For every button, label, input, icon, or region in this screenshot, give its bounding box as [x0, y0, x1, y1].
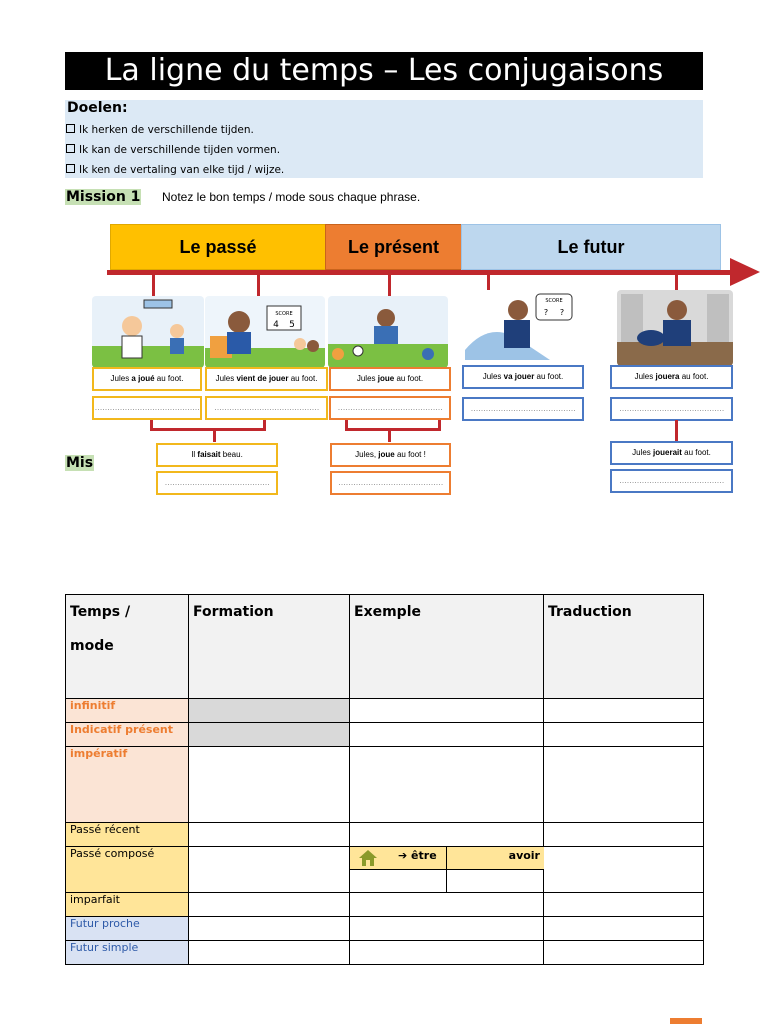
mission2-label: Mis: [66, 455, 94, 471]
house-icon: [358, 849, 378, 867]
row-label: impératif: [66, 747, 189, 823]
cell-formation: [189, 699, 350, 723]
header-temps-mode: Temps / mode: [66, 595, 189, 699]
row-label: infinitif: [66, 699, 189, 723]
cell-exemple[interactable]: [350, 823, 544, 847]
sentence-box: Jules joue au foot.: [329, 367, 451, 391]
cell-traduction[interactable]: [544, 941, 704, 965]
cell-exemple[interactable]: [350, 723, 544, 747]
scene-passe-compose: [92, 296, 204, 368]
sentence-box: Il faisait beau.: [156, 443, 278, 467]
etre-avoir-header: [350, 847, 544, 870]
cell-formation: [189, 723, 350, 747]
answer-field[interactable]: ……………………………………: [610, 397, 733, 421]
cell-traduction[interactable]: [544, 699, 704, 723]
timeline-future: Le futur: [461, 224, 721, 270]
goal-item: Ik kan de verschillende tijden vormen.: [65, 144, 280, 156]
table-row: [66, 723, 704, 747]
cell-exemple: [350, 847, 544, 893]
row-label: Futur proche: [66, 917, 189, 941]
scene-futur-proche: [460, 290, 580, 366]
cell-traduction[interactable]: [544, 747, 704, 823]
goal-item: Ik herken de verschillende tijden.: [65, 124, 254, 136]
conjugation-table: [65, 594, 704, 965]
sentence-box: Jules jouerait au foot.: [610, 441, 733, 465]
table-row: [66, 823, 704, 847]
answer-field[interactable]: ……………………………………: [330, 471, 451, 495]
answer-field[interactable]: ……………………………………: [462, 397, 584, 421]
scene-futur-simple: [617, 290, 733, 366]
cell-traduction[interactable]: [544, 723, 704, 747]
cell-traduction[interactable]: [544, 823, 704, 847]
column-divider: [446, 847, 447, 892]
timeline-arrow: [107, 270, 732, 275]
row-label: Passé composé: [66, 847, 189, 893]
row-label: imparfait: [66, 893, 189, 917]
table-row: [66, 847, 704, 893]
cell-formation[interactable]: [189, 917, 350, 941]
cell-formation[interactable]: [189, 893, 350, 917]
timeline-stem: [388, 428, 391, 442]
cell-exemple[interactable]: [350, 917, 544, 941]
timeline-stem: [675, 420, 678, 442]
timeline-past: Le passé: [110, 224, 326, 270]
table-row: [66, 941, 704, 965]
sentence-box: Jules, joue au foot !: [330, 443, 451, 467]
table-row: [66, 699, 704, 723]
scoreboard-label: SCORE: [275, 311, 293, 317]
sentence-box: Jules vient de jouer au foot.: [205, 367, 328, 391]
checkbox-icon: [66, 164, 75, 173]
table-row: [66, 747, 704, 823]
checkbox-icon: [66, 144, 75, 153]
cell-exemple[interactable]: [350, 941, 544, 965]
cell-exemple[interactable]: [350, 893, 544, 917]
header-formation: Formation: [189, 595, 350, 699]
svg-text:4: 4: [273, 320, 279, 330]
sentence-box: Jules a joué au foot.: [92, 367, 202, 391]
svg-text:?: ?: [543, 308, 549, 317]
sentence-box: Jules jouera au foot.: [610, 365, 733, 389]
goals-heading: Doelen:: [67, 100, 128, 116]
cell-formation[interactable]: [189, 847, 350, 893]
row-label: Futur simple: [66, 941, 189, 965]
bracket: [345, 420, 441, 431]
table-row: [66, 893, 704, 917]
scene-passe-recent: [205, 296, 325, 368]
timeline-stem: [213, 428, 216, 442]
answer-field[interactable]: ……………………………………: [205, 396, 328, 420]
etre-label: ➔ être: [398, 849, 437, 862]
cell-traduction[interactable]: [544, 847, 704, 893]
timeline-present: Le présent: [325, 224, 462, 270]
answer-field[interactable]: ……………………………………: [610, 469, 733, 493]
header-traduction: Traduction: [544, 595, 704, 699]
checkbox-icon: [66, 124, 75, 133]
svg-text:?: ?: [559, 308, 565, 317]
cell-formation[interactable]: [189, 941, 350, 965]
goals-box: [65, 100, 703, 178]
cell-traduction[interactable]: [544, 893, 704, 917]
answer-field[interactable]: ……………………………………: [92, 396, 202, 420]
cell-exemple[interactable]: [350, 747, 544, 823]
mission1-label: Mission 1: [66, 189, 141, 205]
header-exemple: Exemple: [350, 595, 544, 699]
cell-formation[interactable]: [189, 823, 350, 847]
bracket: [150, 420, 266, 431]
mission1-instruction: Notez le bon temps / mode sous chaque phrase.: [162, 190, 421, 204]
avoir-label: avoir: [508, 849, 540, 862]
row-label: Passé récent: [66, 823, 189, 847]
table-header-row: [66, 595, 704, 699]
scene-present: [328, 296, 448, 368]
answer-field[interactable]: ……………………………………: [156, 471, 278, 495]
sentence-box: Jules va jouer au foot.: [462, 365, 584, 389]
svg-text:5: 5: [289, 320, 295, 330]
goal-item: Ik ken de vertaling van elke tijd / wijze.: [65, 164, 284, 176]
answer-field[interactable]: ……………………………………: [329, 396, 451, 420]
row-label: Indicatif présent: [66, 723, 189, 747]
cell-traduction[interactable]: [544, 917, 704, 941]
cell-formation[interactable]: [189, 747, 350, 823]
svg-text:SCORE: SCORE: [545, 298, 563, 304]
arrowhead-icon: [730, 258, 760, 286]
table-row: [66, 917, 704, 941]
page-footer-mark: [670, 1018, 702, 1024]
page-title: La ligne du temps – Les conjugaisons: [65, 52, 703, 90]
cell-exemple[interactable]: [350, 699, 544, 723]
timeline-graphic: [92, 224, 760, 499]
